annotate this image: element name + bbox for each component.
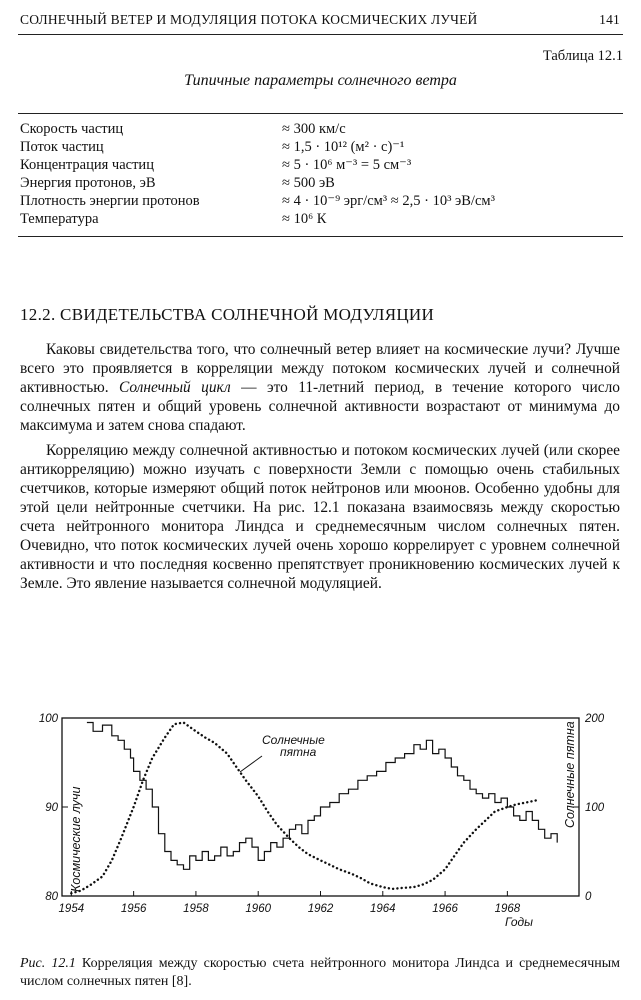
x-tick-label: 1964 <box>369 903 396 915</box>
x-tick-label: 1960 <box>245 903 272 915</box>
x-tick-label: 1966 <box>432 903 458 915</box>
figure-chart <box>0 700 641 940</box>
param-name: Температура <box>20 211 99 227</box>
table-number: Таблица 12.1 <box>542 48 623 64</box>
param-name: Концентрация частиц <box>20 157 154 173</box>
caption-text: Корреляция между скоростью счета нейтронного монитора Линдса и среднемесячным числом солнечных пятен [8]. <box>20 956 621 989</box>
x-axis-label: Годы <box>505 915 533 929</box>
x-tick-label: 1968 <box>494 903 521 915</box>
param-value: ≈ 5 · 10⁶ м⁻³ = 5 см⁻³ <box>282 157 412 173</box>
param-name: Скорость частиц <box>20 121 124 137</box>
param-value: ≈ 4 · 10⁻⁹ эрг/см³ ≈ 2,5 · 10³ эВ/см³ <box>282 193 495 209</box>
table-row <box>20 210 625 228</box>
paragraph-text: Каковы свидетельства того, что солнечный ветер влияет на космические лучи? Лучше всего это проявляется в корреляции между потоком космических лучей и солнечной активностью. <box>20 341 620 396</box>
table-top-rule <box>18 113 623 114</box>
x-tick-label: 1962 <box>307 903 334 915</box>
table-bottom-rule <box>18 236 623 237</box>
caption-label: Рис. 12.1 <box>20 956 76 971</box>
annotation-leader <box>240 756 262 772</box>
x-tick-label: 1958 <box>183 903 209 915</box>
x-tick-label: 1956 <box>120 903 147 915</box>
left-tick-label: 90 <box>45 802 58 814</box>
param-value: ≈ 300 км/с <box>282 121 346 137</box>
param-value: ≈ 500 эВ <box>282 175 335 191</box>
param-name: Энергия протонов, эВ <box>20 175 156 191</box>
figure-caption <box>20 955 620 991</box>
param-name: Поток частиц <box>20 139 104 155</box>
annotation-line-1: Солнечные <box>262 733 325 747</box>
header-rule <box>18 34 623 35</box>
running-header <box>20 12 620 28</box>
x-tick-label: 1954 <box>58 903 85 915</box>
section-heading: 12.2. СВИДЕТЕЛЬСТВА СОЛНЕЧНОЙ МОДУЛЯЦИИ <box>20 305 435 324</box>
left-tick-label: 100 <box>38 713 58 725</box>
right-tick-label: 100 <box>585 802 605 814</box>
table-row <box>20 138 625 156</box>
page-number: 141 <box>599 12 620 27</box>
param-value: ≈ 1,5 · 10¹² (м² · с)⁻¹ <box>282 139 405 155</box>
right-tick-label: 200 <box>585 713 605 725</box>
sunspots-annotation <box>262 733 328 759</box>
annotation-line-2: пятна <box>280 745 317 759</box>
paragraph <box>20 340 620 435</box>
table-row <box>20 120 625 138</box>
body-text <box>20 340 620 599</box>
param-name: Плотность энергии протонов <box>20 193 200 209</box>
table-row <box>20 156 625 174</box>
paragraph-text: — это 11-летний период, в течение которого число солнечных пятен и общий уровень солнечной активности возрастают от минимума до максимума и затем снова спадают. <box>20 379 620 434</box>
right-tick-label: 0 <box>585 891 592 903</box>
left-axis-label: Космические лучи <box>69 786 83 892</box>
table-row <box>20 192 625 210</box>
emphasis-term: Солнечный цикл <box>118 379 231 396</box>
running-title: СОЛНЕЧНЫЙ ВЕТЕР И МОДУЛЯЦИЯ ПОТОКА КОСМИЧЕСКИХ ЛУЧЕЙ <box>20 12 478 27</box>
table-title: Типичные параметры солнечного ветра <box>184 72 457 89</box>
param-value: ≈ 10⁶ К <box>282 211 327 227</box>
paragraph: Корреляцию между солнечной активностью и потоком космических лучей (или скорее антикорреляцию) можно изучать с поверхности Земли с помощью очень стабильных счетчиков, которые измеряют общий поток нейтронов или мюонов. Особенно удобны для этой цели нейтронные счетчики. На рис. 12.1 показана взаимосвязь между скоростью счета нейтронного монитора Линдса и среднемесячным числом солнечных пятен. Очевидно, что поток космических лучей очень хорошо коррелирует с уровнем солнечной активности и что последняя косвенно препятствует проникновению космических лучей к Земле. Это явление называется солнечной модуляцией. <box>20 442 620 592</box>
left-tick-label: 80 <box>45 891 58 903</box>
right-axis-label: Солнечные пятна <box>563 721 577 828</box>
table-row <box>20 174 625 192</box>
parameters-table <box>20 120 625 228</box>
